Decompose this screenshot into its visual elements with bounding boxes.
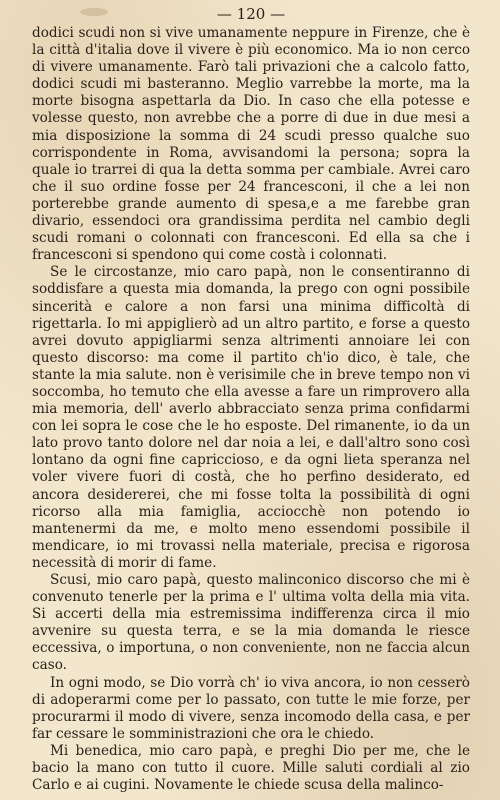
paragraph-3: Scusi, mio caro papà, questo malinconico discorso che mi è convenuto tenerle per la prima e l' ultima volta della mia vita. Si accerti della mia estremissima indifferenza circa il mio avvenire su questa terra, e se la mia domanda le riesce eccessiva, o importuna, o non conveniente, non ne faccia alcun caso. bbox=[32, 572, 470, 674]
paragraph-1: dodici scudi non si vive umanamente neppure in Firenze, che è la città d'italia dove il vivere è più economico. Ma io non cerco di vivere umanamente. Farò tali privazioni che a calcolo fatto, dodici scudi mi basteranno. Meglio varrebbe la morte, ma la morte bisogna aspettarla da Dio. In caso che ella potesse e volesse questo, non avrebbe che a porre di due in due mesi a mia disposizione la somma di 24 scudi presso qualche suo corrispondente in Roma, avvisandomi la persona; sopra la quale io trarrei di qua la detta somma per cambiale. Avrei caro che il suo ordine fosse per 24 francesconi, il che a lei non porterebbe grande aumento di spesa,e a me farebbe gran divario, essendoci ora grandissima perdita nel cambio degli scudi romani o colonnati con francesconi. Ed ella sa che i francesconi si spendono qui come costà i colonnati. bbox=[32, 25, 470, 264]
paragraph-5: Mi benedica, mio caro papà, e preghi Dio per me, che le bacio la mano con tutto il cuore. Mille saluti cordiali al zio Carlo e ai cugini. Novamente le chiede scusa della malinco- bbox=[32, 742, 470, 794]
page-number: — 120 — bbox=[216, 5, 286, 23]
letter-text bbox=[32, 25, 470, 794]
paragraph-2: Se le circostanze, mio caro papà, non le consentiranno di soddisfare a questa mia domanda, la prego con ogni possibile sincerità e calore a non farsi una minima difficoltà di rigettarla. Io mi appiglierò ad un altro partito, e forse a questo avrei dovuto appigliarmi senza altrimenti annoiare lei con questo discorso: ma come il partito ch'io dico, è tale, che stante la mia salute. non è verisimile che in breve tempo non vi soccomba, ho temuto che ella avesse a fare un rimprovero alla mia memoria, dell' averlo abbracciato senza prima confidarmi con lei sopra le cose che le ho esposte. Del rimanente, io da un lato provo tanto dolore nel dar noia a lei, e dall'altro sono così lontano da ogni fine capriccioso, e da ogni lieta speranza nel voler vivere fuori di costà, che ho perfino desiderato, ed ancora desidererei, che mi fosse tolta la possibilità di ogni ricorso alla mia famiglia, acciocchè non potendo io mantenermi da me, e molto meno essendomi possibile il mendicare, io mi trovassi nella materiale, precisa e rigorosa necessità di morir di fame. bbox=[32, 264, 470, 571]
ink-smudge bbox=[80, 8, 108, 16]
paragraph-4: In ogni modo, se Dio vorrà ch' io viva ancora, io non cesserò di adoperarmi come per lo passato, con tutte le mie forze, per procurarmi il modo di vivere, senza incomodo della casa, e per far cessare le somministrazioni che ora le chiedo. bbox=[32, 674, 470, 742]
